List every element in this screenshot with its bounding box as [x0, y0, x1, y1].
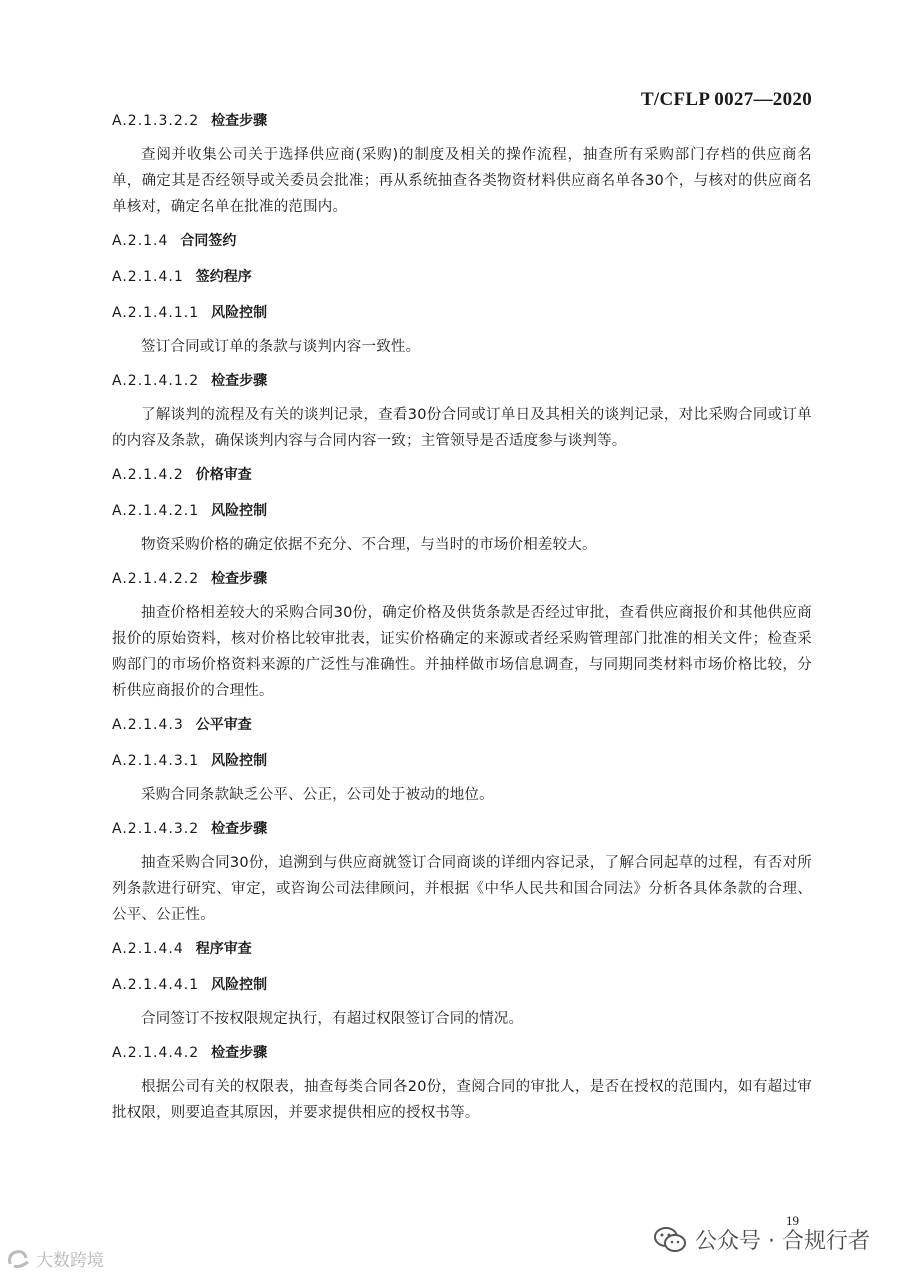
section-title: 检查步骤: [211, 821, 268, 837]
section-title: 检查步骤: [211, 373, 268, 389]
wechat-icon: [653, 1226, 687, 1254]
document-body: [112, 110, 812, 1126]
section-number: A.2.1.4.2.1: [112, 503, 200, 519]
section-heading: [112, 230, 812, 252]
section-heading: [112, 370, 812, 392]
section-heading: [112, 110, 812, 132]
document-id: T/CFLP 0027—2020: [640, 89, 812, 110]
watermark-brand: [6, 1246, 104, 1271]
section-heading: [112, 818, 812, 840]
section-heading: [112, 500, 812, 522]
section-title: 风险控制: [211, 977, 268, 993]
section-number: A.2.1.4.1: [112, 269, 184, 285]
section-heading: [112, 974, 812, 996]
section-title: 风险控制: [211, 305, 268, 321]
paragraph: 了解谈判的流程及有关的谈判记录，查看30份合同或订单日及其相关的谈判记录，对比采购合同或订单的内容及条款，确保谈判内容与合同内容一致；主管领导是否适度参与谈判等。: [112, 407, 812, 449]
section-title: 公平审查: [195, 717, 252, 733]
section-title: 检查步骤: [211, 113, 268, 129]
section-number: A.2.1.4.2: [112, 467, 184, 483]
paragraph: 抽查采购合同30份，追溯到与供应商就签订合同商谈的详细内容记录，了解合同起草的过程，有否对所列条款进行研究、审定，或咨询公司法律顾问，并根据《中华人民共和国合同法》分析各具体条款的合理、公平、公正性。: [112, 855, 812, 923]
section-number: A.2.1.4.3.2: [112, 821, 200, 837]
section-title: 合同签约: [180, 233, 237, 249]
watermark-wechat: [653, 1224, 870, 1255]
section-title: 价格审查: [195, 467, 252, 483]
section-heading: [112, 568, 812, 590]
section-heading: [112, 302, 812, 324]
section-title: 检查步骤: [211, 571, 268, 587]
section-number: A.2.1.4.4.2: [112, 1045, 200, 1061]
section-number: A.2.1.4.1.1: [112, 305, 200, 321]
section-title: 风险控制: [211, 753, 268, 769]
section-title: 程序审查: [195, 941, 252, 957]
section-title: 签约程序: [195, 269, 252, 285]
section-number: A.2.1.4.3: [112, 717, 184, 733]
section-number: A.2.1.4.3.1: [112, 753, 200, 769]
paragraph: 根据公司有关的权限表，抽查每类合同各20份，查阅合同的审批人，是否在授权的范围内，如有超过审批权限，则要追查其原因，并要求提供相应的授权书等。: [112, 1079, 812, 1121]
section-heading: [112, 464, 812, 486]
watermark-text: 公众号 · 合规行者: [695, 1229, 870, 1254]
section-heading: [112, 266, 812, 288]
section-heading: [112, 714, 812, 736]
section-number: A.2.1.4.4: [112, 941, 184, 957]
paragraph: 采购合同条款缺乏公平、公正，公司处于被动的地位。: [141, 787, 494, 803]
brand-logo-icon: [6, 1248, 32, 1270]
section-heading: [112, 1042, 812, 1064]
watermark-brand-text: 大数跨境: [36, 1251, 104, 1271]
section-number: A.2.1.3.2.2: [112, 113, 200, 129]
paragraph: 合同签订不按权限规定执行，有超过权限签订合同的情况。: [141, 1011, 524, 1027]
section-title: 检查步骤: [211, 1045, 268, 1061]
page-number: 19: [786, 1213, 799, 1228]
paragraph: 签订合同或订单的条款与谈判内容一致性。: [141, 339, 421, 355]
section-number: A.2.1.4.2.2: [112, 571, 200, 587]
section-number: A.2.1.4.1.2: [112, 373, 200, 389]
paragraph: 查阅并收集公司关于选择供应商(采购)的制度及相关的操作流程，抽查所有采购部门存档的供应商名单，确定其是否经领导或关委员会批准；再从系统抽查各类物资材料供应商名单各30个，与核对的供应商名单核对，确定名单在批准的范围内。: [112, 147, 812, 215]
section-number: A.2.1.4.4.1: [112, 977, 200, 993]
paragraph: 抽查价格相差较大的采购合同30份，确定价格及供货条款是否经过审批，查看供应商报价和其他供应商报价的原始资料，核对价格比较审批表，证实价格确定的来源或者经采购管理部门批准的相关文件；检查采购部门的市场价格资料来源的广泛性与准确性。并抽样做市场信息调查，与同期同类材料市场价格比较，分析供应商报价的合理性。: [112, 605, 812, 699]
section-number: A.2.1.4: [112, 233, 169, 249]
paragraph: 物资采购价格的确定依据不充分、不合理，与当时的市场价相差较大。: [141, 537, 597, 553]
section-title: 风险控制: [211, 503, 268, 519]
section-heading: [112, 750, 812, 772]
section-heading: [112, 938, 812, 960]
